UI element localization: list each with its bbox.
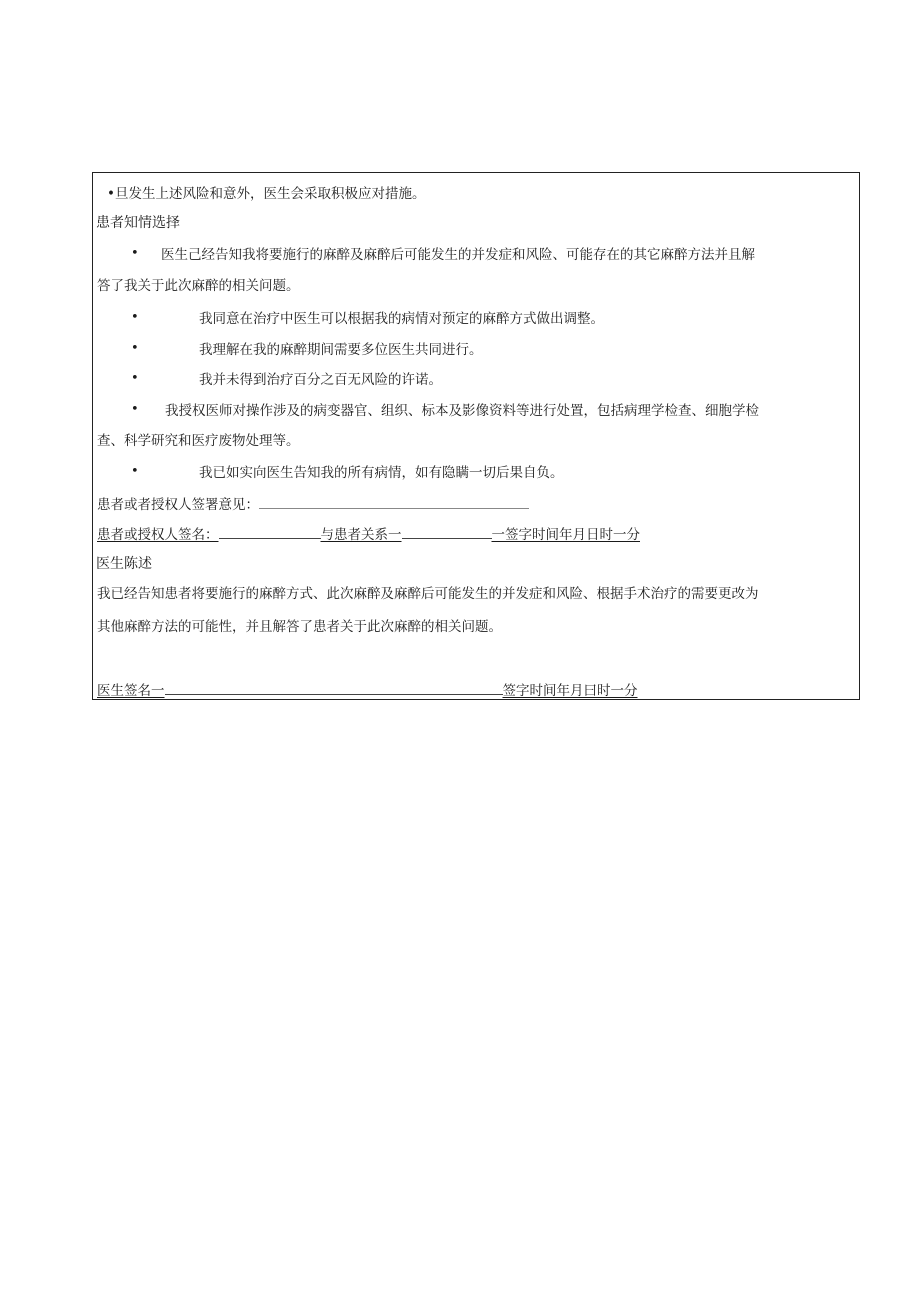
bullet-icon: • — [131, 371, 139, 386]
patient-opinion-label: 患者或者授权人签署意见： — [97, 497, 259, 513]
bullet-icon: • — [131, 464, 139, 479]
patient-opinion-row — [97, 494, 529, 514]
doctor-sign-time-label: 签字时间年月曰时一分 — [502, 683, 638, 699]
doctor-statement-text-cont: 其他麻醉方法的可能性，并且解答了患者关于此次麻醉的相关问题。 — [97, 619, 502, 635]
consent-item-text: 我同意在治疗中医生可以根据我的病情对预定的麻醉方式做出调整。 — [199, 311, 604, 327]
doctor-signature-label: 医生签名一 — [97, 683, 165, 699]
doctor-section-heading: 医生陈述 — [96, 556, 152, 572]
consent-item-text-cont: 查、科学研究和医疗废物处理等。 — [97, 433, 300, 449]
doctor-signature-row — [97, 680, 638, 700]
bullet-icon: • — [131, 402, 139, 417]
patient-sign-time-label: 一签字时间年月日时一分 — [491, 527, 640, 543]
patient-signature-row — [97, 524, 640, 544]
doctor-statement-text: 我已经告知患者将要施行的麻醉方式、此次麻醉及麻醉后可能发生的并发症和风险、根据手术治疗的需要更改为 — [97, 586, 759, 602]
patient-signature-label: 患者或授权人签名： — [97, 527, 219, 543]
bullet-icon: • — [131, 341, 139, 356]
consent-item-text: 我并未得到治疗百分之百无风险的许诺。 — [199, 372, 442, 388]
risk-response-text: •旦发生上述风险和意外，医生会采取积极应对措施。 — [107, 186, 426, 202]
bullet-icon: • — [131, 310, 139, 325]
relation-field[interactable] — [402, 524, 492, 539]
patient-signature-field[interactable] — [219, 524, 321, 539]
consent-item-text: 我已如实向医生告知我的所有病情，如有隐瞒一切后果自负。 — [199, 465, 564, 481]
patient-section-heading: 患者知情选择 — [96, 215, 180, 231]
relation-label: 与患者关系一 — [320, 527, 402, 543]
consent-form-box — [92, 172, 860, 700]
consent-item-text: 我授权医师对操作涉及的病变器官、组织、标本及影像资料等进行处置，包括病理学检查、细胞学检 — [165, 403, 759, 419]
bullet-icon: • — [131, 246, 139, 261]
consent-item-text: 我理解在我的麻醉期间需要多位医生共同进行。 — [199, 342, 483, 358]
consent-item-text: 医生己经告知我将要施行的麻醉及麻醉后可能发生的并发症和风险、可能存在的其它麻醉方法并且解 — [161, 247, 755, 263]
consent-item-text-cont: 答了我关于此次麻醉的相关问题。 — [97, 278, 300, 294]
patient-opinion-field[interactable] — [259, 494, 529, 509]
doctor-signature-field[interactable] — [165, 680, 503, 695]
